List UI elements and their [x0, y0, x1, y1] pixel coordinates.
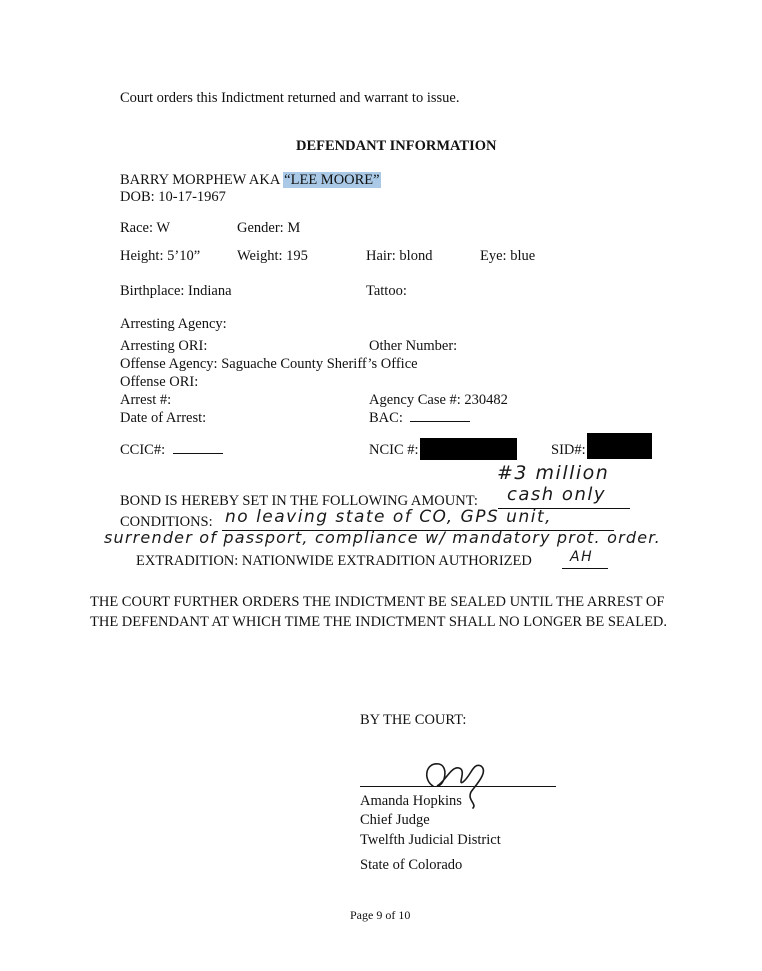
defendant-birthplace: Birthplace: Indiana: [120, 283, 232, 299]
sid-label: SID#:: [551, 442, 586, 458]
bac-blank: [410, 421, 470, 422]
bond-amount-handwritten: #3 million: [497, 462, 610, 484]
ncic-redaction: [420, 438, 517, 460]
by-the-court: BY THE COURT:: [360, 712, 467, 728]
judge-state: State of Colorado: [360, 857, 463, 873]
agency-case-number: Agency Case #: 230482: [369, 392, 508, 408]
defendant-alias: “LEE MOORE”: [284, 172, 380, 188]
conditions-handwritten-1: no leaving state of CO, GPS unit,: [225, 507, 553, 527]
section-title: DEFENDANT INFORMATION: [296, 138, 497, 154]
defendant-gender: Gender: M: [237, 220, 301, 236]
defendant-name-line: [120, 171, 381, 189]
offense-agency: Offense Agency: Saguache County Sheriff’s Office: [120, 356, 418, 372]
bond-label: BOND IS HEREBY SET IN THE FOLLOWING AMOUNT:: [120, 493, 478, 509]
judge-title: Chief Judge: [360, 812, 430, 828]
extradition-line: EXTRADITION: NATIONWIDE EXTRADITION AUTHORIZED: [136, 553, 532, 569]
signature-line: [360, 786, 556, 787]
defendant-name: BARRY MORPHEW AKA: [120, 172, 280, 188]
judge-name: Amanda Hopkins: [360, 793, 462, 809]
sealed-paragraph: THE COURT FURTHER ORDERS THE INDICTMENT BE SEALED UNTIL THE ARREST OF THE DEFENDANT AT WHICH TIME THE INDICTMENT SHALL NO LONGER BE SEALED.: [90, 594, 668, 630]
offense-ori: Offense ORI:: [120, 374, 199, 390]
bond-cash-handwritten: cash only: [507, 484, 607, 505]
judicial-district: Twelfth Judicial District: [360, 832, 501, 848]
defendant-race: Race: W: [120, 220, 171, 236]
defendant-height: Height: 5’10”: [120, 248, 201, 264]
defendant-hair: Hair: blond: [366, 248, 433, 264]
defendant-weight: Weight: 195: [237, 248, 308, 264]
conditions-handwritten-2: surrender of passport, compliance w/ mandatory prot. order.: [104, 528, 661, 547]
ccic-line: [120, 441, 223, 459]
page-number: Page 9 of 10: [350, 908, 411, 922]
defendant-eye: Eye: blue: [480, 248, 536, 264]
arrest-number: Arrest #:: [120, 392, 172, 408]
sid-redaction: [587, 433, 652, 459]
defendant-dob: DOB: 10-17-1967: [120, 189, 226, 205]
other-number: Other Number:: [369, 338, 458, 354]
court-order-line: Court orders this Indictment returned and warrant to issue.: [120, 90, 460, 106]
date-of-arrest: Date of Arrest:: [120, 410, 207, 426]
ncic-label: NCIC #:: [369, 442, 419, 458]
arresting-agency: Arresting Agency:: [120, 316, 227, 332]
extradition-initials: AH: [570, 549, 594, 565]
conditions-label: CONDITIONS:: [120, 514, 213, 530]
bac-label: BAC:: [369, 410, 403, 426]
ccic-label: CCIC#:: [120, 442, 166, 458]
extradition-underline: [562, 568, 608, 569]
bac-line: [369, 409, 470, 427]
arresting-ori: Arresting ORI:: [120, 338, 208, 354]
defendant-tattoo: Tattoo:: [366, 283, 407, 299]
ccic-blank: [173, 453, 223, 454]
